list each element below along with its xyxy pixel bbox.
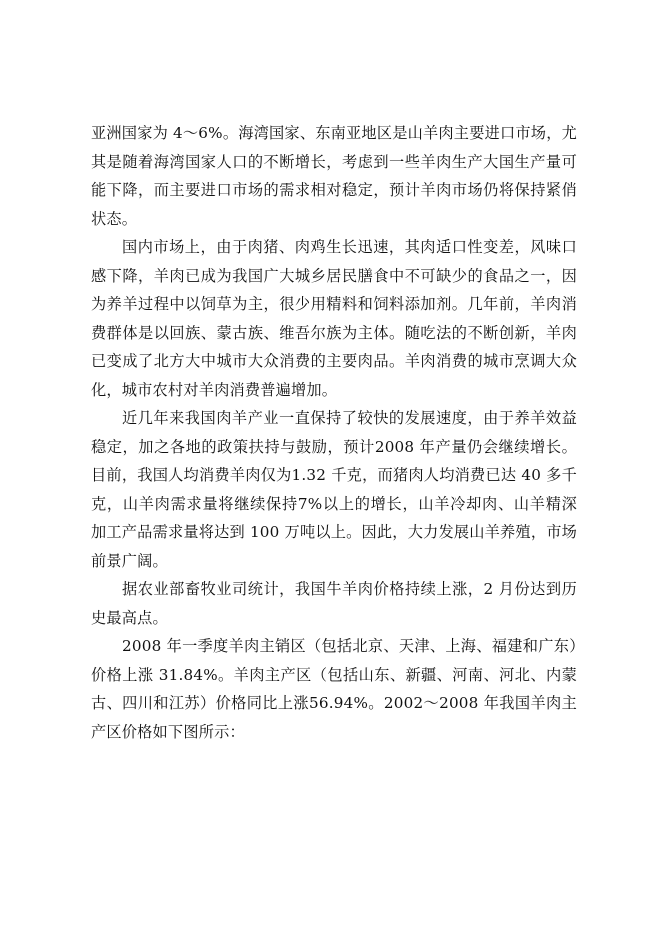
paragraph-asia-import-market: 亚洲国家为 4～6%。海湾国家、东南亚地区是山羊肉主要进口市场，尤其是随着海湾国家人口的不断增长，考虑到一些羊肉生产大国生产量可能下降，而主要进口市场的需求相对稳定，预计羊肉市场仍将保持紧俏状态。	[91, 124, 577, 228]
paragraph-industry-growth: 近几年来我国肉羊产业一直保持了较快的发展速度，由于养羊效益稳定，加之各地的政策扶持与鼓励，预计2008 年产量仍会继续增长。目前，我国人均消费羊肉仅为1.32 千克，而猪肉人均消费已达 40 多千克，山羊肉需求量将继续保持7%以上的增长，山羊冷却肉、山羊精深加工产品需求量将达到 100 万吨以上。因此，大力发展山羊养殖，市场前景广阔。	[91, 409, 577, 570]
paragraph-regional-prices: 2008 年一季度羊肉主销区（包括北京、天津、上海、福建和广东）价格上涨 31.84%。羊肉主产区（包括山东、新疆、河南、河北、内蒙古、四川和江苏）价格同比上涨56.94%。2002～2008 年我国羊肉主产区价格如下图所示：	[91, 637, 577, 741]
paragraph-price-statistics: 据农业部畜牧业司统计，我国牛羊肉价格持续上涨，2 月份达到历史最高点。	[91, 580, 577, 627]
body-text	[91, 119, 577, 746]
paragraph-domestic-market: 国内市场上，由于肉猪、肉鸡生长迅速，其肉适口性变差，风味口感下降，羊肉已成为我国广大城乡居民膳食中不可缺少的食品之一，因为养羊过程中以饲草为主，很少用精料和饲料添加剂。几年前，羊肉消费群体是以回族、蒙古族、维吾尔族为主体。随吃法的不断创新，羊肉已变成了北方大中城市大众消费的主要肉品。羊肉消费的城市烹调大众化，城市农村对羊肉消费普遍增加。	[91, 238, 577, 399]
